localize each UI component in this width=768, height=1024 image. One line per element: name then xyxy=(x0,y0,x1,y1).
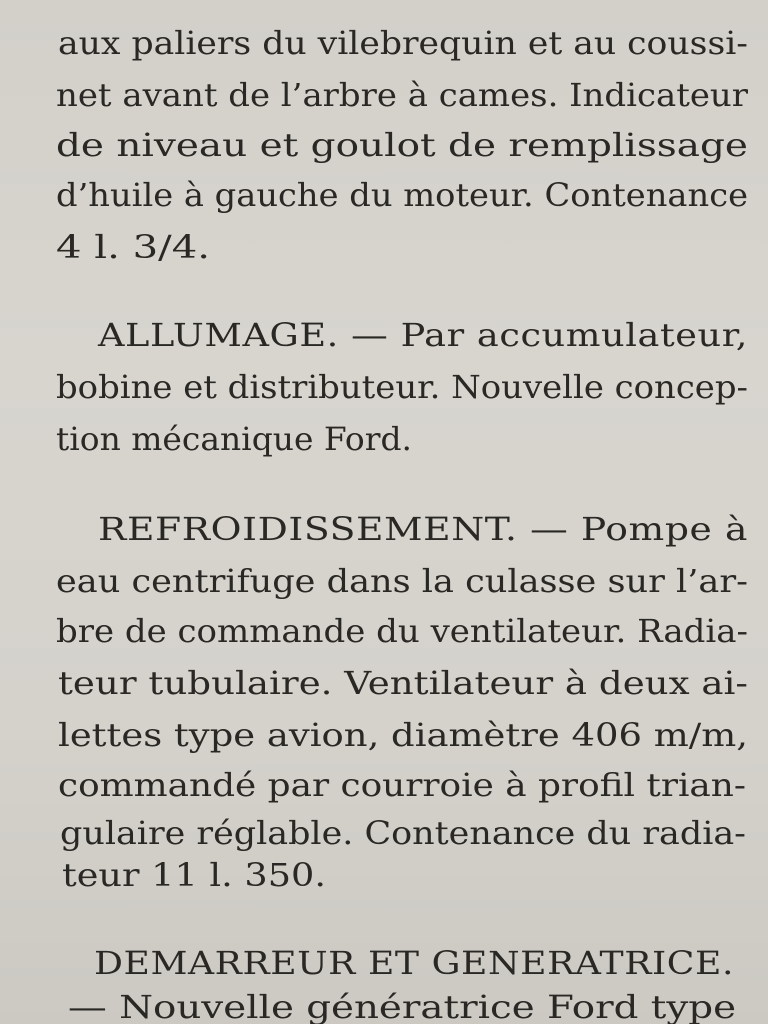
text-line-content: gulaire réglable. Contenance du radia- xyxy=(60,814,746,852)
text-line xyxy=(0,70,768,120)
text-line xyxy=(0,710,768,760)
text-line-content: d’huile à gauche du moteur. Contenance xyxy=(56,176,749,214)
text-line xyxy=(0,938,768,988)
text-line-content: — Nouvelle génératrice Ford type xyxy=(68,988,737,1024)
text-line xyxy=(0,504,768,554)
text-line xyxy=(0,222,768,272)
text-line xyxy=(0,310,768,360)
text-line-content: 4 l. 3/4. xyxy=(56,228,211,266)
text-line xyxy=(0,170,768,220)
text-line xyxy=(0,982,768,1024)
text-line xyxy=(0,120,768,170)
text-line xyxy=(0,556,768,606)
text-line-content: de niveau et goulot de remplissage xyxy=(56,126,748,164)
text-line xyxy=(0,658,768,708)
text-line xyxy=(0,362,768,412)
text-line-content: bobine et distributeur. Nouvelle concep- xyxy=(56,368,748,406)
text-line-content: teur tubulaire. Ventilateur à deux ai- xyxy=(58,664,748,702)
text-line xyxy=(0,850,768,900)
text-line-content: net avant de l’arbre à cames. Indicateur xyxy=(56,76,748,114)
text-line-content: aux paliers du vilebrequin et au coussi- xyxy=(58,24,748,62)
text-line xyxy=(0,760,768,810)
section-heading-line: DEMARREUR ET GENERATRICE. xyxy=(94,944,735,982)
text-line xyxy=(0,414,768,464)
text-line-content: tion mécanique Ford. xyxy=(56,420,413,458)
text-line xyxy=(0,606,768,656)
text-line-content: teur 11 l. 350. xyxy=(62,856,327,894)
text-line-content: bre de commande du ventilateur. Radia- xyxy=(56,612,749,650)
text-line-content: eau centrifuge dans la culasse sur l’ar- xyxy=(56,562,748,600)
text-line-content: commandé par courroie à profil trian- xyxy=(58,766,747,804)
text-line xyxy=(0,18,768,68)
section-heading-line: REFROIDISSEMENT. — Pompe à xyxy=(98,510,749,548)
section-heading-line: ALLUMAGE. — Par accumulateur, xyxy=(98,316,748,354)
text-line-content: lettes type avion, diamètre 406 m/m, xyxy=(58,716,748,754)
